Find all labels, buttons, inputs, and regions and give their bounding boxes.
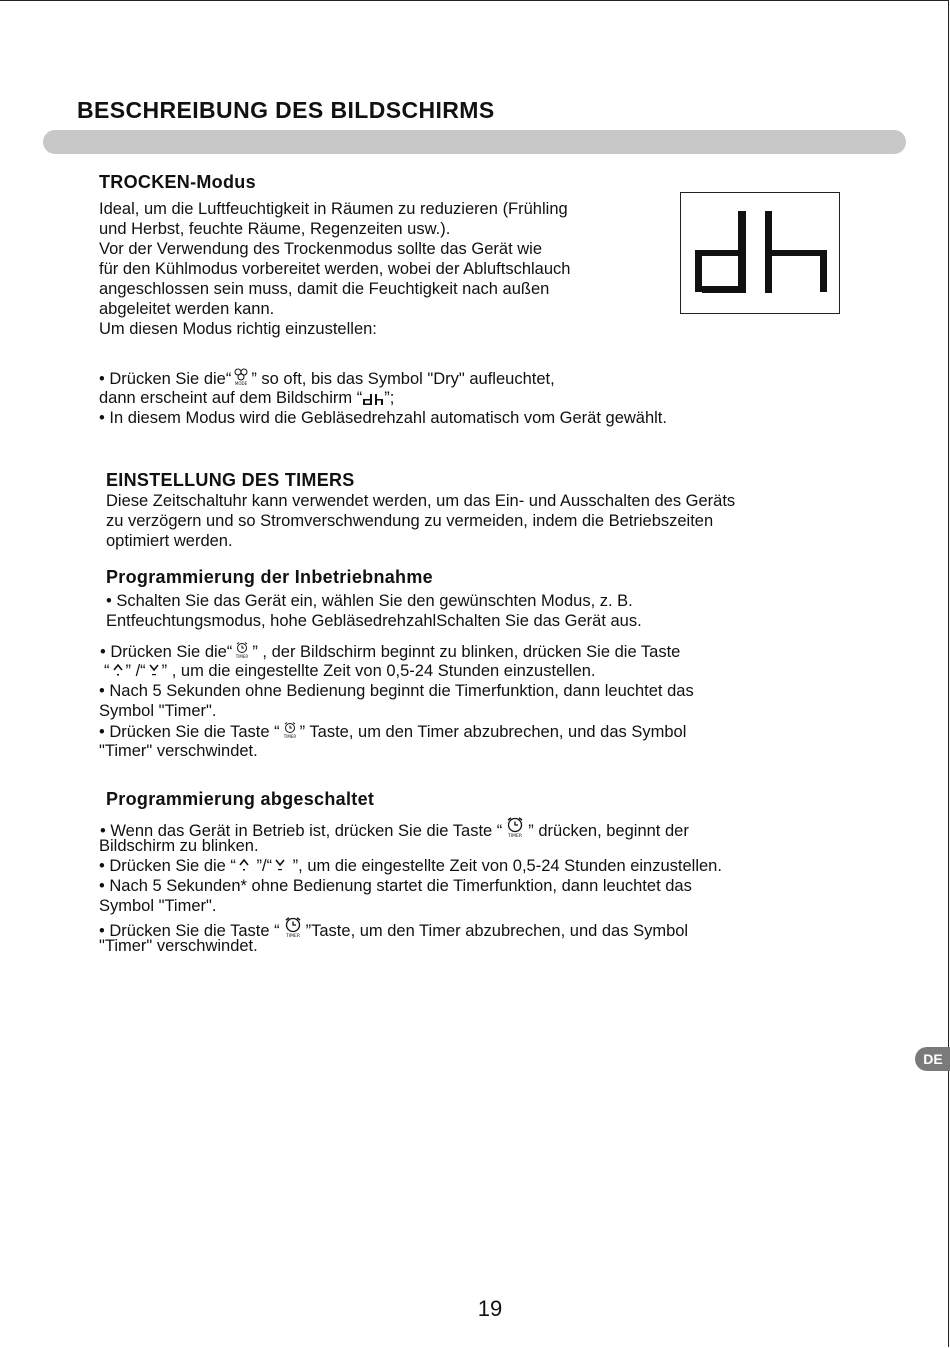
timer-icon	[504, 816, 526, 838]
svg-text:MODE: MODE	[235, 381, 248, 386]
timer-on-line-2: “ ” /“ ” , um die eingestellte Zeit von 0,5-24 Stunden einzustellen.	[104, 662, 596, 680]
svg-text:TIMER: TIMER	[283, 734, 296, 739]
page-title: BESCHREIBUNG DES BILDSCHIRMS	[77, 97, 495, 123]
timer-off-line-2: • Drücken Sie die “ ”/“ ”, um die eingestellte Zeit von 0,5-24 Stunden einzustellen.	[99, 857, 722, 875]
timer-icon	[282, 916, 304, 938]
timer-on-line-4: • Drücken Sie die Taste “ TIMER ” Taste, um den Timer abzubrechen, und das Symbol	[99, 723, 687, 741]
timer-off-line-1: • Wenn das Gerät in Betrieb ist, drücken Sie die Taste “ TIMER ” drücken, beginnt der	[100, 816, 689, 841]
dry-mode-intro: Ideal, um die Luftfeuchtigkeit in Räumen zu reduzieren (Frühling und Herbst, feuchte Räume, Regenzeiten usw.). Vor der Verwendung des Trockenmodus sollte das Gerät wie für den Kühlmodus vorbereitet werden, wobei der Abluftschlauch angeschlossen sein muss, damit die Feuchtigkeit nach außen abgeleitet werden kann. Um diesen Modus richtig einzustellen:	[99, 200, 571, 338]
svg-text:TIMER: TIMER	[236, 654, 249, 659]
down-arrow-icon	[274, 857, 286, 873]
dry-bullet-1-cont: dann erscheint auf dem Bildschirm “ ”;	[99, 388, 394, 411]
svg-text:TIMER: TIMER	[508, 834, 523, 838]
timer-on-line-3: • Nach 5 Sekunden ohne Bedienung beginnt die Timerfunktion, dann leuchtet das Symbol "Timer".	[99, 682, 694, 720]
mode-icon	[233, 368, 249, 386]
timer-off-heading: Programmierung abgeschaltet	[106, 789, 375, 809]
dry-bullet-1: • Drücken Sie die“ MODE ” so oft, bis das Symbol "Dry" aufleuchtet,	[99, 370, 555, 388]
up-arrow-icon	[112, 662, 124, 678]
page-number: 19	[477, 1296, 503, 1321]
timer-on-heading: Programmierung der Inbetriebnahme	[106, 567, 433, 587]
dh-display-segments	[681, 193, 839, 313]
language-tab: DE	[915, 1047, 950, 1071]
timer-off-line-4-cont: "Timer" verschwindet.	[99, 937, 258, 955]
title-divider-bar	[43, 130, 906, 154]
dry-mode-heading: TROCKEN-Modus	[99, 172, 256, 192]
timer-on-line-4-cont: "Timer" verschwindet.	[99, 742, 258, 760]
timer-icon	[282, 721, 298, 739]
up-arrow-icon	[238, 857, 250, 873]
svg-text:TIMER: TIMER	[285, 934, 300, 938]
timer-icon	[234, 641, 250, 659]
dry-bullet-2: • In diesem Modus wird die Gebläsedrehzahl automatisch vom Gerät gewählt.	[99, 409, 667, 427]
timer-intro: Diese Zeitschaltuhr kann verwendet werden, um das Ein- und Ausschalten des Geräts zu verzögern und so Stromverschwendung zu vermeiden, indem die Betriebszeiten optimiert werden.	[106, 492, 736, 550]
down-arrow-icon	[148, 662, 160, 678]
timer-off-line-4: • Drücken Sie die Taste “ TIMER ”Taste, um den Timer abzubrechen, und das Symbol	[99, 916, 688, 941]
timer-off-line-1-cont: Bildschirm zu blinken.	[99, 837, 259, 855]
timer-on-intro: • Schalten Sie das Gerät ein, wählen Sie den gewünschten Modus, z. B. Entfeuchtungsmodus, hohe GebläsedrehzahlSchalten Sie das Gerät aus.	[106, 592, 642, 630]
timer-on-line-1: • Drücken Sie die“ TIMER ” , der Bildschirm beginnt zu blinken, drücken Sie die Taste	[100, 643, 681, 661]
timer-off-line-3: • Nach 5 Sekunden* ohne Bedienung startet die Timerfunktion, dann leuchtet das Symbol "Timer".	[99, 877, 692, 915]
timer-heading: EINSTELLUNG DES TIMERS	[106, 470, 355, 490]
dh-display-box	[680, 192, 840, 314]
